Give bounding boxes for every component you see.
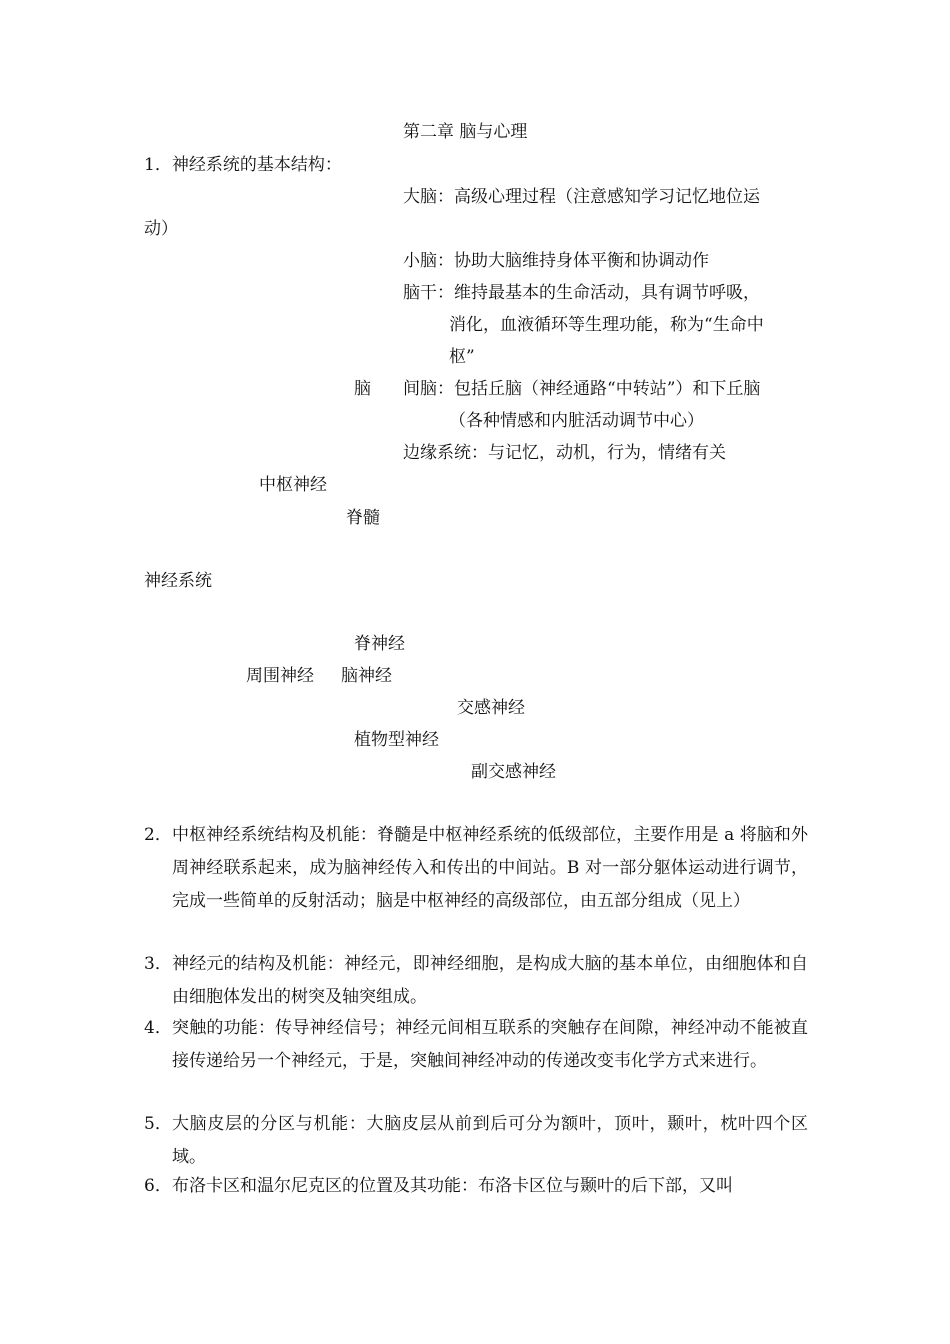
section1-heading: 1．神经系统的基本结构： xyxy=(144,155,342,175)
naogan-line2: 消化，血液循环等生理功能，称为“生命中 xyxy=(449,315,764,335)
item-text: 神经元的结构及机能：神经元，即神经细胞，是构成大脑的基本单位，由细胞体和自由细胞体发出的树突及轴突组成。 xyxy=(172,954,808,1007)
jishenjing-label: 脊神经 xyxy=(354,634,405,654)
item-text: 突触的功能：传导神经信号；神经元间相互联系的突触存在间隙，神经冲动不能被直接传递给另一个神经元，于是，突触间神经冲动的传递改变韦化学方式来进行。 xyxy=(172,1018,808,1071)
item-number: 3． xyxy=(144,954,172,974)
item-text: 大脑皮层的分区与机能：大脑皮层从前到后可分为额叶，顶叶，颞叶，枕叶四个区域。 xyxy=(172,1114,808,1167)
dana-line1: 大脑：高级心理过程（注意感知学习记忆地位运 xyxy=(403,187,760,207)
shenjing-xitong-label: 神经系统 xyxy=(144,571,212,591)
nao-label: 脑 xyxy=(354,379,371,399)
jiannao-line1: 间脑：包括丘脑（神经通路“中转站”）和下丘脑 xyxy=(403,379,761,399)
item-number: 5． xyxy=(144,1114,172,1134)
dana-line2: 动） xyxy=(144,219,178,239)
item-number: 6． xyxy=(144,1176,172,1196)
jiannao-line2: （各种情感和内脏活动调节中心） xyxy=(449,411,704,431)
item-text: 中枢神经系统结构及机能：脊髓是中枢神经系统的低级部位，主要作用是 a 将脑和外周神经联系起来，成为脑神经传入和传出的中间站。B 对一部分躯体运动进行调节，完成一些简单的反射活动；脑是中枢神经的高级部位，由五部分组成（见上） xyxy=(172,825,808,911)
item-text: 布洛卡区和温尔尼克区的位置及其功能：布洛卡区位与颞叶的后下部，又叫 xyxy=(172,1176,733,1196)
jisui-label: 脊髓 xyxy=(346,508,380,528)
zhiwuxing-label: 植物型神经 xyxy=(354,730,439,750)
naogan-line3: 枢” xyxy=(449,347,475,367)
item-number: 4． xyxy=(144,1018,172,1038)
zhongshu-label: 中枢神经 xyxy=(259,475,327,495)
jiaogan-label: 交感神经 xyxy=(457,698,525,718)
naoshenjing-label: 脑神经 xyxy=(341,666,392,686)
zhouwei-label: 周围神经 xyxy=(246,666,314,686)
fujiaogan-label: 副交感神经 xyxy=(471,762,556,782)
bianyuan-line: 边缘系统：与记忆，动机，行为，情绪有关 xyxy=(403,443,726,463)
naogan-line1: 脑干：维持最基本的生命活动，具有调节呼吸， xyxy=(403,283,760,303)
item-number: 2． xyxy=(144,825,172,845)
page-title: 第二章 脑与心理 xyxy=(403,122,528,142)
xiaonao-line: 小脑：协助大脑维持身体平衡和协调动作 xyxy=(403,251,709,271)
